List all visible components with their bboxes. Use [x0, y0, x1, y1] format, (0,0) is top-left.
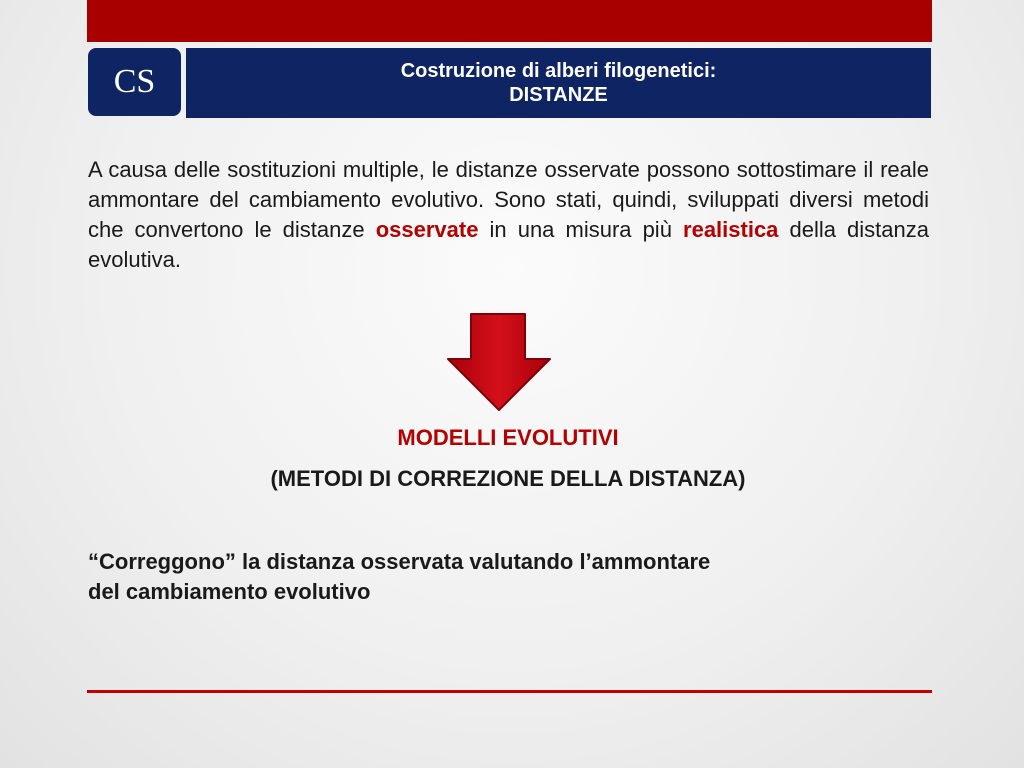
- intro-text-3: della distanza evolutiva.: [88, 217, 929, 272]
- quote-text: [88, 547, 929, 607]
- highlight-observed: osservate: [375, 217, 479, 242]
- intro-paragraph: [88, 155, 929, 275]
- quote-line-2: del cambiamento evolutivo: [88, 579, 371, 604]
- cs-badge: [88, 48, 181, 116]
- highlight-realistic: realistica: [683, 217, 779, 242]
- slide-title-line-2: DISTANZE: [509, 84, 608, 106]
- models-title: MODELLI EVOLUTIVI: [397, 425, 619, 450]
- title-banner: [186, 48, 931, 118]
- bottom-divider: [87, 690, 932, 693]
- top-red-bar: [87, 0, 932, 42]
- intro-text-1: A causa delle sostituzioni multiple, le distanze osservate possono sottostimare il reale ammontare del cambiamento evolutivo. Sono stati, quindi, sviluppati diversi metodi che convertono le distanze: [88, 157, 929, 242]
- quote-line-1: “Correggono” la distanza osservata valutando l’ammontare: [88, 549, 711, 574]
- intro-text-2: in una misura più: [478, 217, 684, 242]
- slide-title-line-1: Costruzione di alberi filogenetici:: [400, 60, 717, 82]
- models-subtitle: (METODI DI CORREZIONE DELLA DISTANZA): [270, 466, 746, 491]
- down-arrow-icon: [446, 313, 552, 413]
- cs-badge-label: CS: [113, 63, 156, 100]
